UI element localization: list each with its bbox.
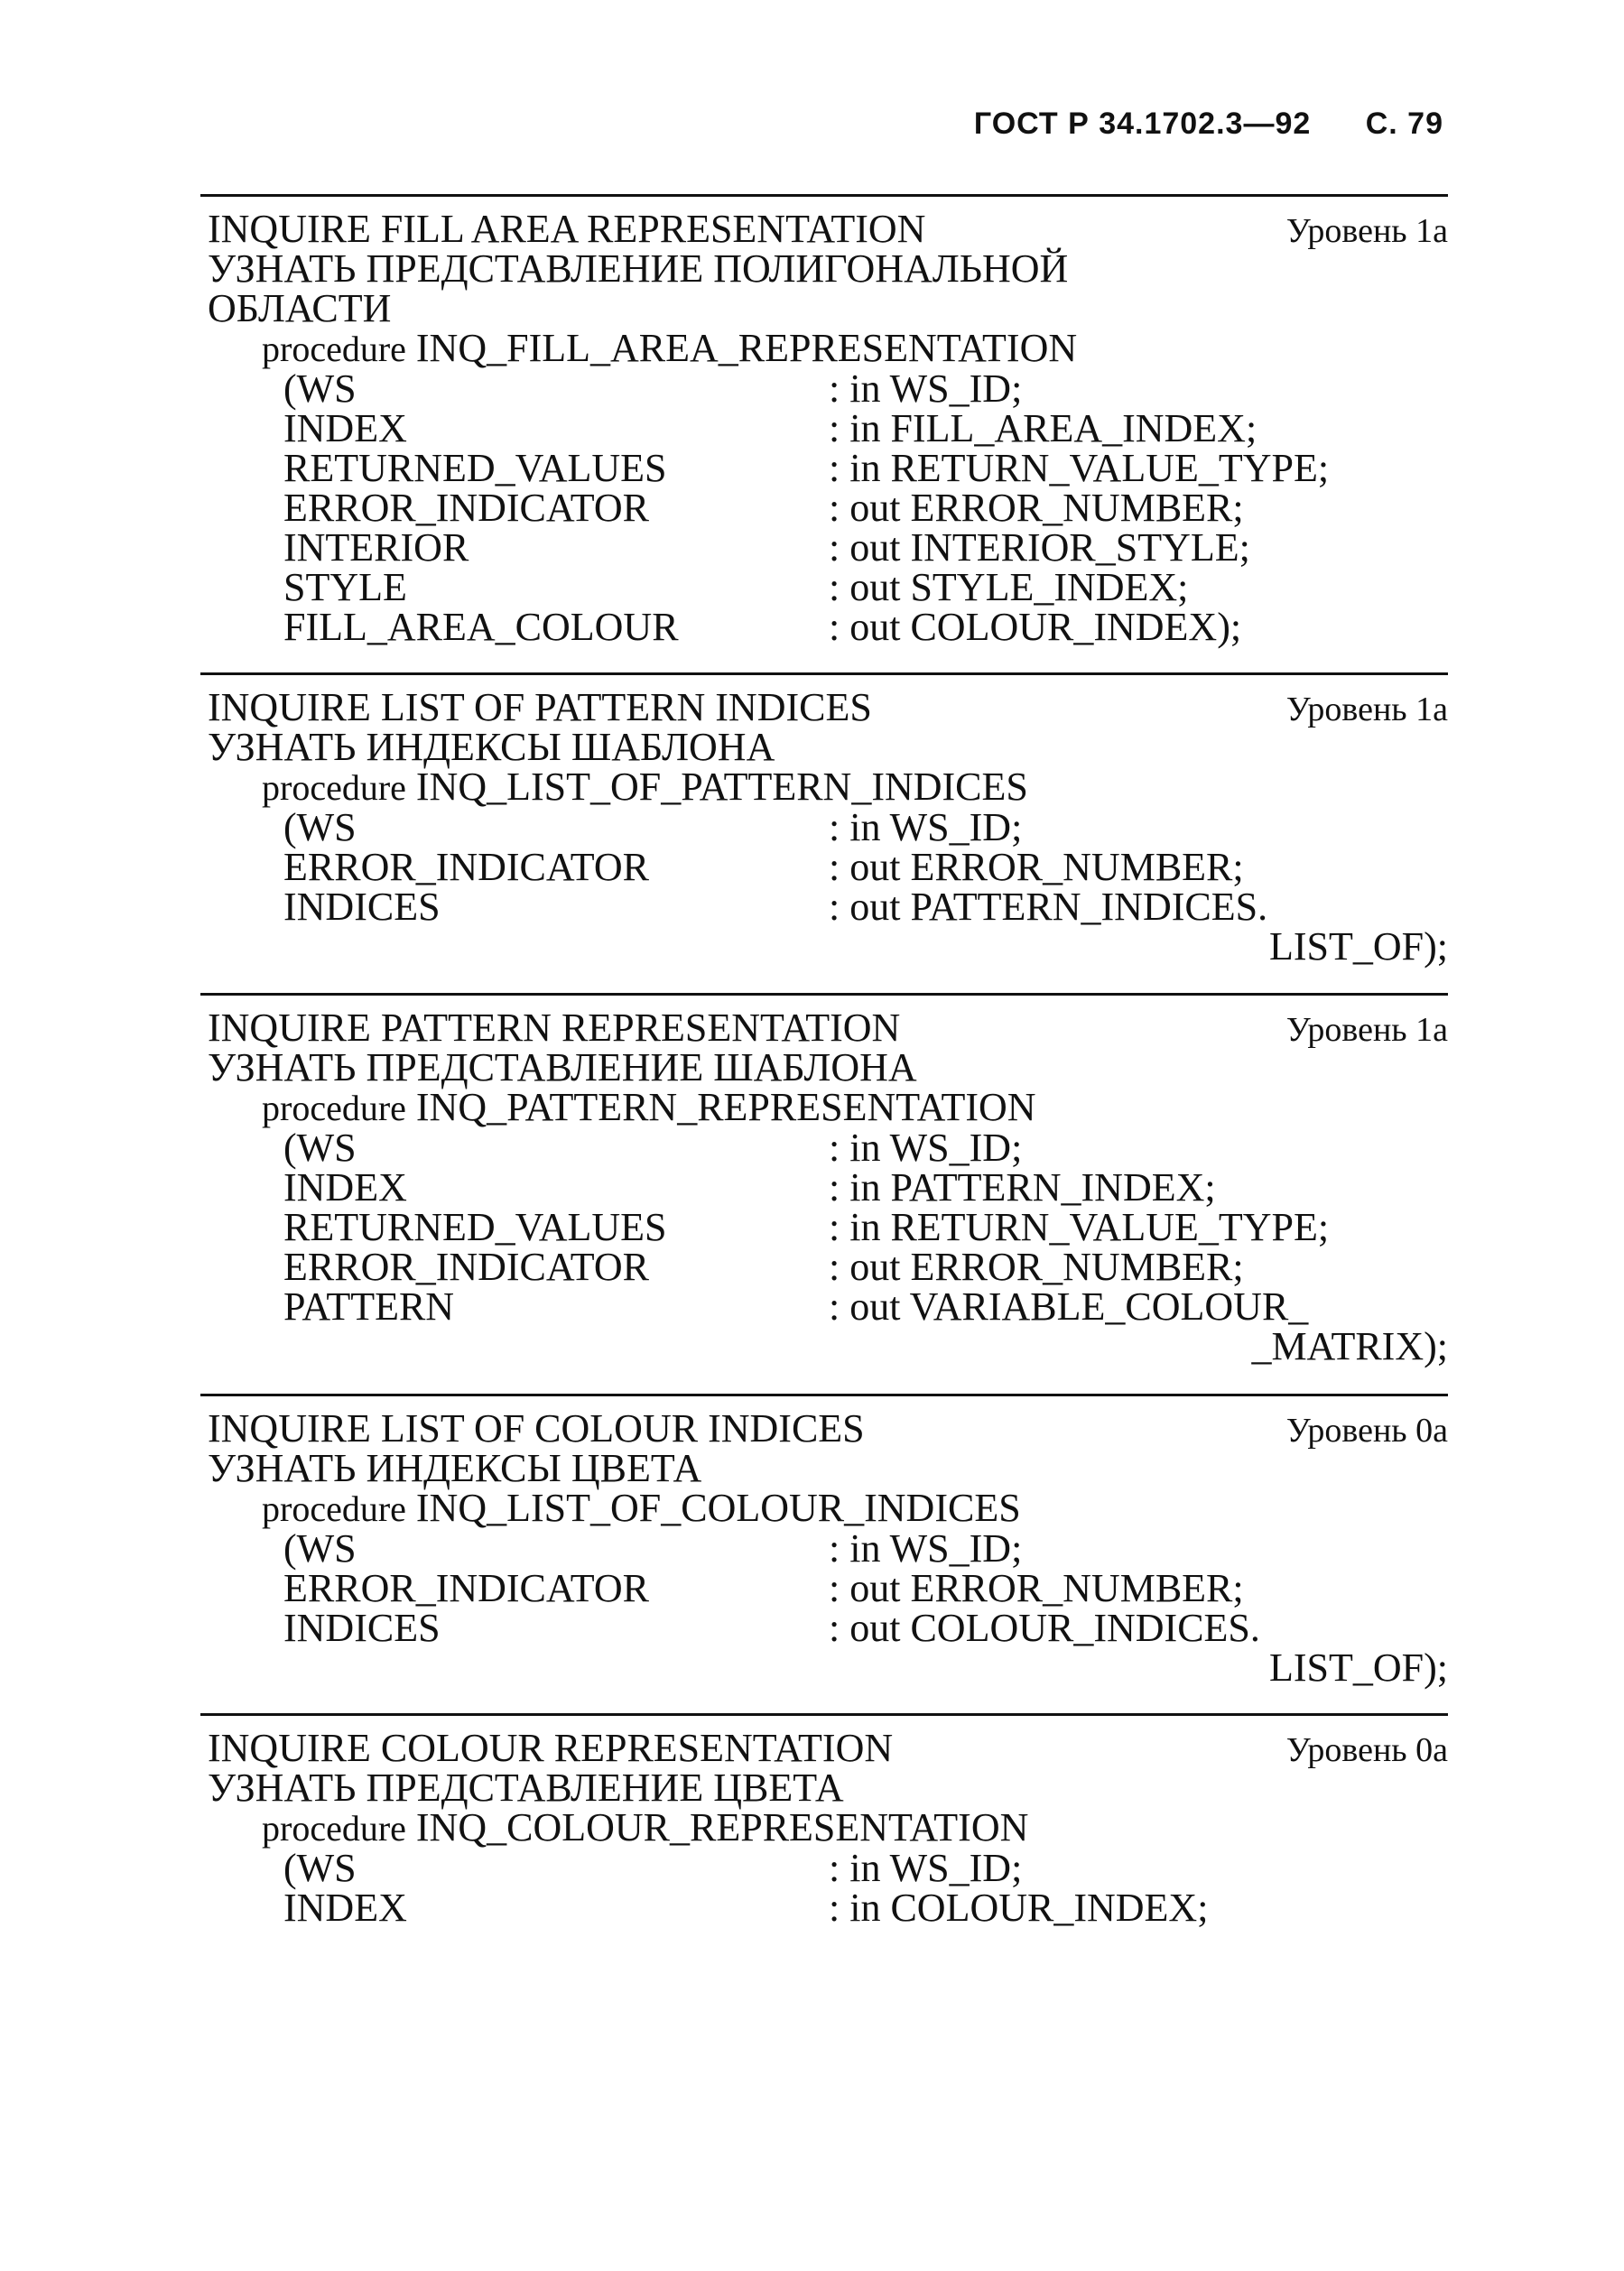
param-name: PATTERN: [283, 1284, 455, 1329]
param-type: : in WS_ID;: [829, 366, 1023, 411]
section-title-ru: УЗНАТЬ ИНДЕКСЫ ШАБЛОНА: [208, 725, 775, 769]
parameter-row: [200, 1247, 1448, 1287]
param-name: ERROR_INDICATOR: [283, 486, 650, 530]
procedure-name: INQ_LIST_OF_COLOUR_INDICES: [415, 1486, 1021, 1530]
parameter-row: [200, 1128, 1448, 1168]
section-title-ru: УЗНАТЬ ПРЕДСТАВЛЕНИЕ ШАБЛОНА: [208, 1045, 917, 1089]
param-type: : out COLOUR_INDEX);: [829, 605, 1242, 649]
parameter-row: [200, 1846, 1448, 1890]
parameter-row: [200, 887, 1448, 927]
procedure-keyword: procedure: [262, 329, 406, 369]
page-number: С. 79: [1365, 107, 1443, 141]
param-name: INDICES: [283, 885, 441, 929]
param-name: INDEX: [283, 1165, 407, 1210]
section-title-en: INQUIRE LIST OF PATTERN INDICES: [208, 685, 872, 729]
param-type: : out PATTERN_INDICES.: [829, 885, 1268, 929]
type-continuation-row: [200, 1645, 1448, 1690]
parameter-row: [200, 1888, 1448, 1928]
param-type: : out ERROR_NUMBER;: [829, 486, 1244, 530]
section-title-en: INQUIRE FILL AREA REPRESENTATION: [208, 207, 926, 251]
procedure-section-list-of-pattern-indices: [200, 672, 1448, 967]
param-type: : out ERROR_NUMBER;: [829, 1566, 1244, 1610]
parameter-row: [200, 607, 1448, 647]
param-type: : out COLOUR_INDICES.: [829, 1606, 1260, 1650]
level-label: Уровень 0а: [1285, 1412, 1448, 1450]
section-title-ru: УЗНАТЬ ПРЕДСТАВЛЕНИЕ ЦВЕТА: [208, 1766, 844, 1810]
level-label: Уровень 1а: [1285, 212, 1448, 250]
page-header: [974, 107, 1443, 142]
param-type: : in PATTERN_INDEX;: [829, 1165, 1216, 1210]
param-type: : in RETURN_VALUE_TYPE;: [829, 1205, 1330, 1249]
procedure-keyword: procedure: [262, 767, 406, 808]
param-name: RETURNED_VALUES: [283, 446, 667, 490]
level-label: Уровень 0а: [1285, 1731, 1448, 1769]
type-continuation: _MATRIX);: [1251, 1324, 1448, 1368]
param-name: ERROR_INDICATOR: [283, 845, 650, 889]
parameter-row: [200, 1165, 1448, 1210]
param-type: : out ERROR_NUMBER;: [829, 845, 1244, 889]
procedure-keyword: procedure: [262, 1088, 406, 1128]
param-name: STYLE: [283, 565, 407, 609]
parameter-list: [200, 366, 1448, 649]
procedure-signature: [200, 767, 1448, 808]
procedure-signature: [200, 326, 1448, 370]
param-type: : in RETURN_VALUE_TYPE;: [829, 446, 1330, 490]
parameter-row: [200, 845, 1448, 889]
type-continuation: LIST_OF);: [1269, 924, 1448, 969]
procedure-name: INQ_COLOUR_REPRESENTATION: [415, 1805, 1029, 1849]
procedure-signature: [200, 1805, 1448, 1849]
procedure-keyword: procedure: [262, 1808, 406, 1849]
type-continuation: LIST_OF);: [1269, 1645, 1448, 1690]
param-name: (WS: [283, 1846, 357, 1890]
parameter-list: [200, 805, 1448, 969]
procedure-signature: [200, 1085, 1448, 1129]
param-type: : in WS_ID;: [829, 1846, 1023, 1890]
parameter-row: [200, 488, 1448, 528]
parameter-row: [200, 1526, 1448, 1571]
param-type: : in WS_ID;: [829, 1126, 1023, 1170]
parameter-list: [200, 1526, 1448, 1690]
parameter-row: [200, 366, 1448, 411]
procedure-section-fill-area-representation: [200, 194, 1448, 647]
parameter-row: [200, 525, 1448, 570]
parameter-row: [200, 805, 1448, 849]
section-title-en: INQUIRE LIST OF COLOUR INDICES: [208, 1406, 865, 1451]
param-name: ERROR_INDICATOR: [283, 1245, 650, 1289]
procedure-section-list-of-colour-indices: [200, 1394, 1448, 1688]
param-name: (WS: [283, 805, 357, 849]
param-name: FILL_AREA_COLOUR: [283, 605, 679, 649]
procedure-name: INQ_FILL_AREA_REPRESENTATION: [415, 326, 1078, 370]
param-type: : out INTERIOR_STYLE;: [829, 525, 1250, 570]
procedure-section-colour-representation: [200, 1713, 1448, 1928]
param-type: : out ERROR_NUMBER;: [829, 1245, 1244, 1289]
param-type: : in WS_ID;: [829, 805, 1023, 849]
param-name: INDICES: [283, 1606, 441, 1650]
param-type: : in COLOUR_INDEX;: [829, 1886, 1209, 1930]
param-name: INDEX: [283, 1886, 407, 1930]
parameter-row: [200, 1284, 1448, 1329]
param-name: (WS: [283, 1526, 357, 1571]
param-name: (WS: [283, 366, 357, 411]
section-title-ru: УЗНАТЬ ИНДЕКСЫ ЦВЕТА: [208, 1446, 702, 1490]
type-continuation-row: [200, 1324, 1448, 1368]
level-label: Уровень 1а: [1285, 691, 1448, 728]
section-title-en: INQUIRE COLOUR REPRESENTATION: [208, 1726, 894, 1770]
parameter-row: [200, 446, 1448, 490]
parameter-row: [200, 1205, 1448, 1249]
param-type: : in FILL_AREA_INDEX;: [829, 406, 1257, 450]
section-title-en: INQUIRE PATTERN REPRESENTATION: [208, 1006, 901, 1050]
level-label: Уровень 1а: [1285, 1011, 1448, 1049]
param-name: (WS: [283, 1126, 357, 1170]
param-name: INTERIOR: [283, 525, 469, 570]
parameter-list: [200, 1846, 1448, 1930]
parameter-row: [200, 406, 1448, 450]
procedure-keyword: procedure: [262, 1488, 406, 1529]
procedure-name: INQ_PATTERN_REPRESENTATION: [415, 1085, 1036, 1129]
param-name: RETURNED_VALUES: [283, 1205, 667, 1249]
param-type: : out STYLE_INDEX;: [829, 565, 1189, 609]
procedure-signature: [200, 1488, 1448, 1529]
standard-number: ГОСТ Р 34.1702.3—92: [973, 107, 1312, 141]
param-name: INDEX: [283, 406, 407, 450]
parameter-row: [200, 565, 1448, 609]
type-continuation-row: [200, 924, 1448, 969]
procedure-name: INQ_LIST_OF_PATTERN_INDICES: [415, 765, 1028, 809]
procedure-section-pattern-representation: [200, 993, 1448, 1367]
param-name: ERROR_INDICATOR: [283, 1566, 650, 1610]
parameter-list: [200, 1128, 1448, 1367]
param-type: : out VARIABLE_COLOUR_: [829, 1284, 1309, 1329]
parameter-row: [200, 1608, 1448, 1648]
section-title-ru: УЗНАТЬ ПРЕДСТАВЛЕНИЕ ПОЛИГОНАЛЬНОЙ ОБЛАСТИ: [208, 246, 1069, 330]
param-type: : in WS_ID;: [829, 1526, 1023, 1571]
parameter-row: [200, 1566, 1448, 1610]
